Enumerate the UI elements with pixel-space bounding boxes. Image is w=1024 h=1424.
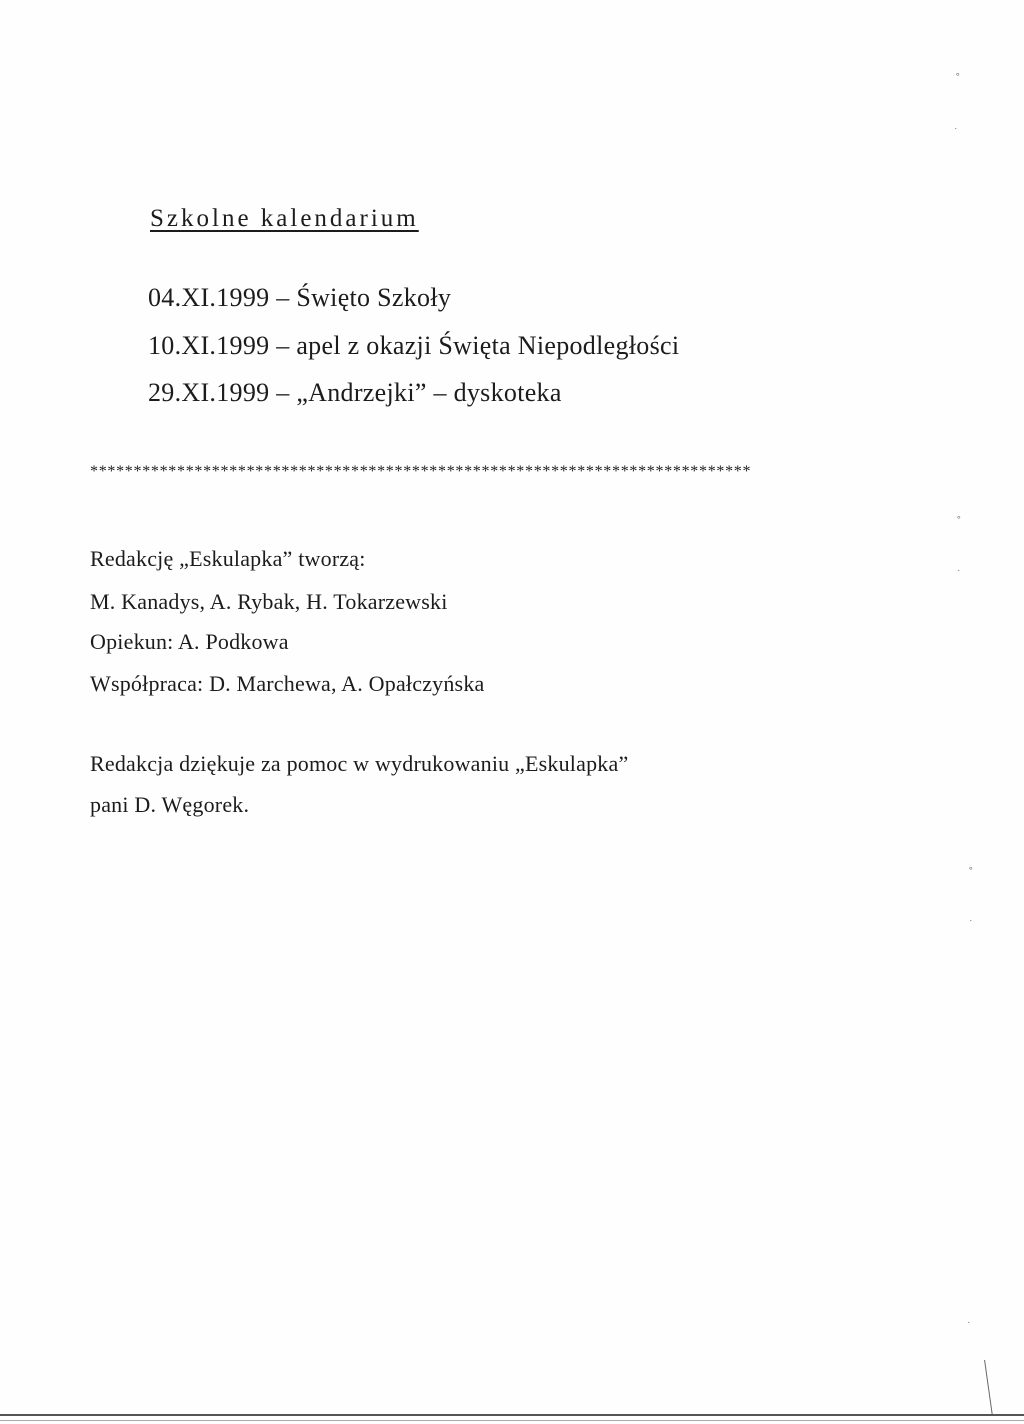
scan-speck: ˙ xyxy=(953,126,959,139)
scan-speck: ˚ xyxy=(956,515,962,528)
calendar-entry: 29.XI.1999 – „Andrzejki” – dyskoteka xyxy=(148,378,562,407)
editorial-members: M. Kanadys, A. Rybak, H. Tokarzewski xyxy=(90,589,448,614)
scan-speck: ˙ xyxy=(956,568,962,581)
page-title: Szkolne kalendarium xyxy=(150,205,419,232)
calendar-entry: 10.XI.1999 – apel z okazji Święta Niepodległości xyxy=(148,331,680,360)
scan-bottom-edge xyxy=(0,1420,1024,1421)
calendar-entry: 04.XI.1999 – Święto Szkoły xyxy=(148,283,452,312)
scan-edge-line xyxy=(970,1360,993,1416)
thanks-line: pani D. Węgorek. xyxy=(90,792,250,817)
scan-speck: ˚ xyxy=(955,72,961,85)
editorial-cooperation: Współpraca: D. Marchewa, A. Opałczyńska xyxy=(90,671,485,696)
editorial-supervisor: Opiekun: A. Podkowa xyxy=(90,629,289,654)
scan-bottom-edge xyxy=(0,1414,1024,1416)
editorial-heading: Redakcję „Eskulapka” tworzą: xyxy=(90,546,366,571)
asterisk-separator: **************************************************************************** xyxy=(90,463,752,480)
scan-speck: ˙ xyxy=(968,918,974,931)
scan-speck: ˚ xyxy=(968,866,974,879)
thanks-line: Redakcja dziękuje za pomoc w wydrukowaniu „Eskulapka” xyxy=(90,751,629,776)
scan-speck: ˙ xyxy=(966,1320,972,1333)
